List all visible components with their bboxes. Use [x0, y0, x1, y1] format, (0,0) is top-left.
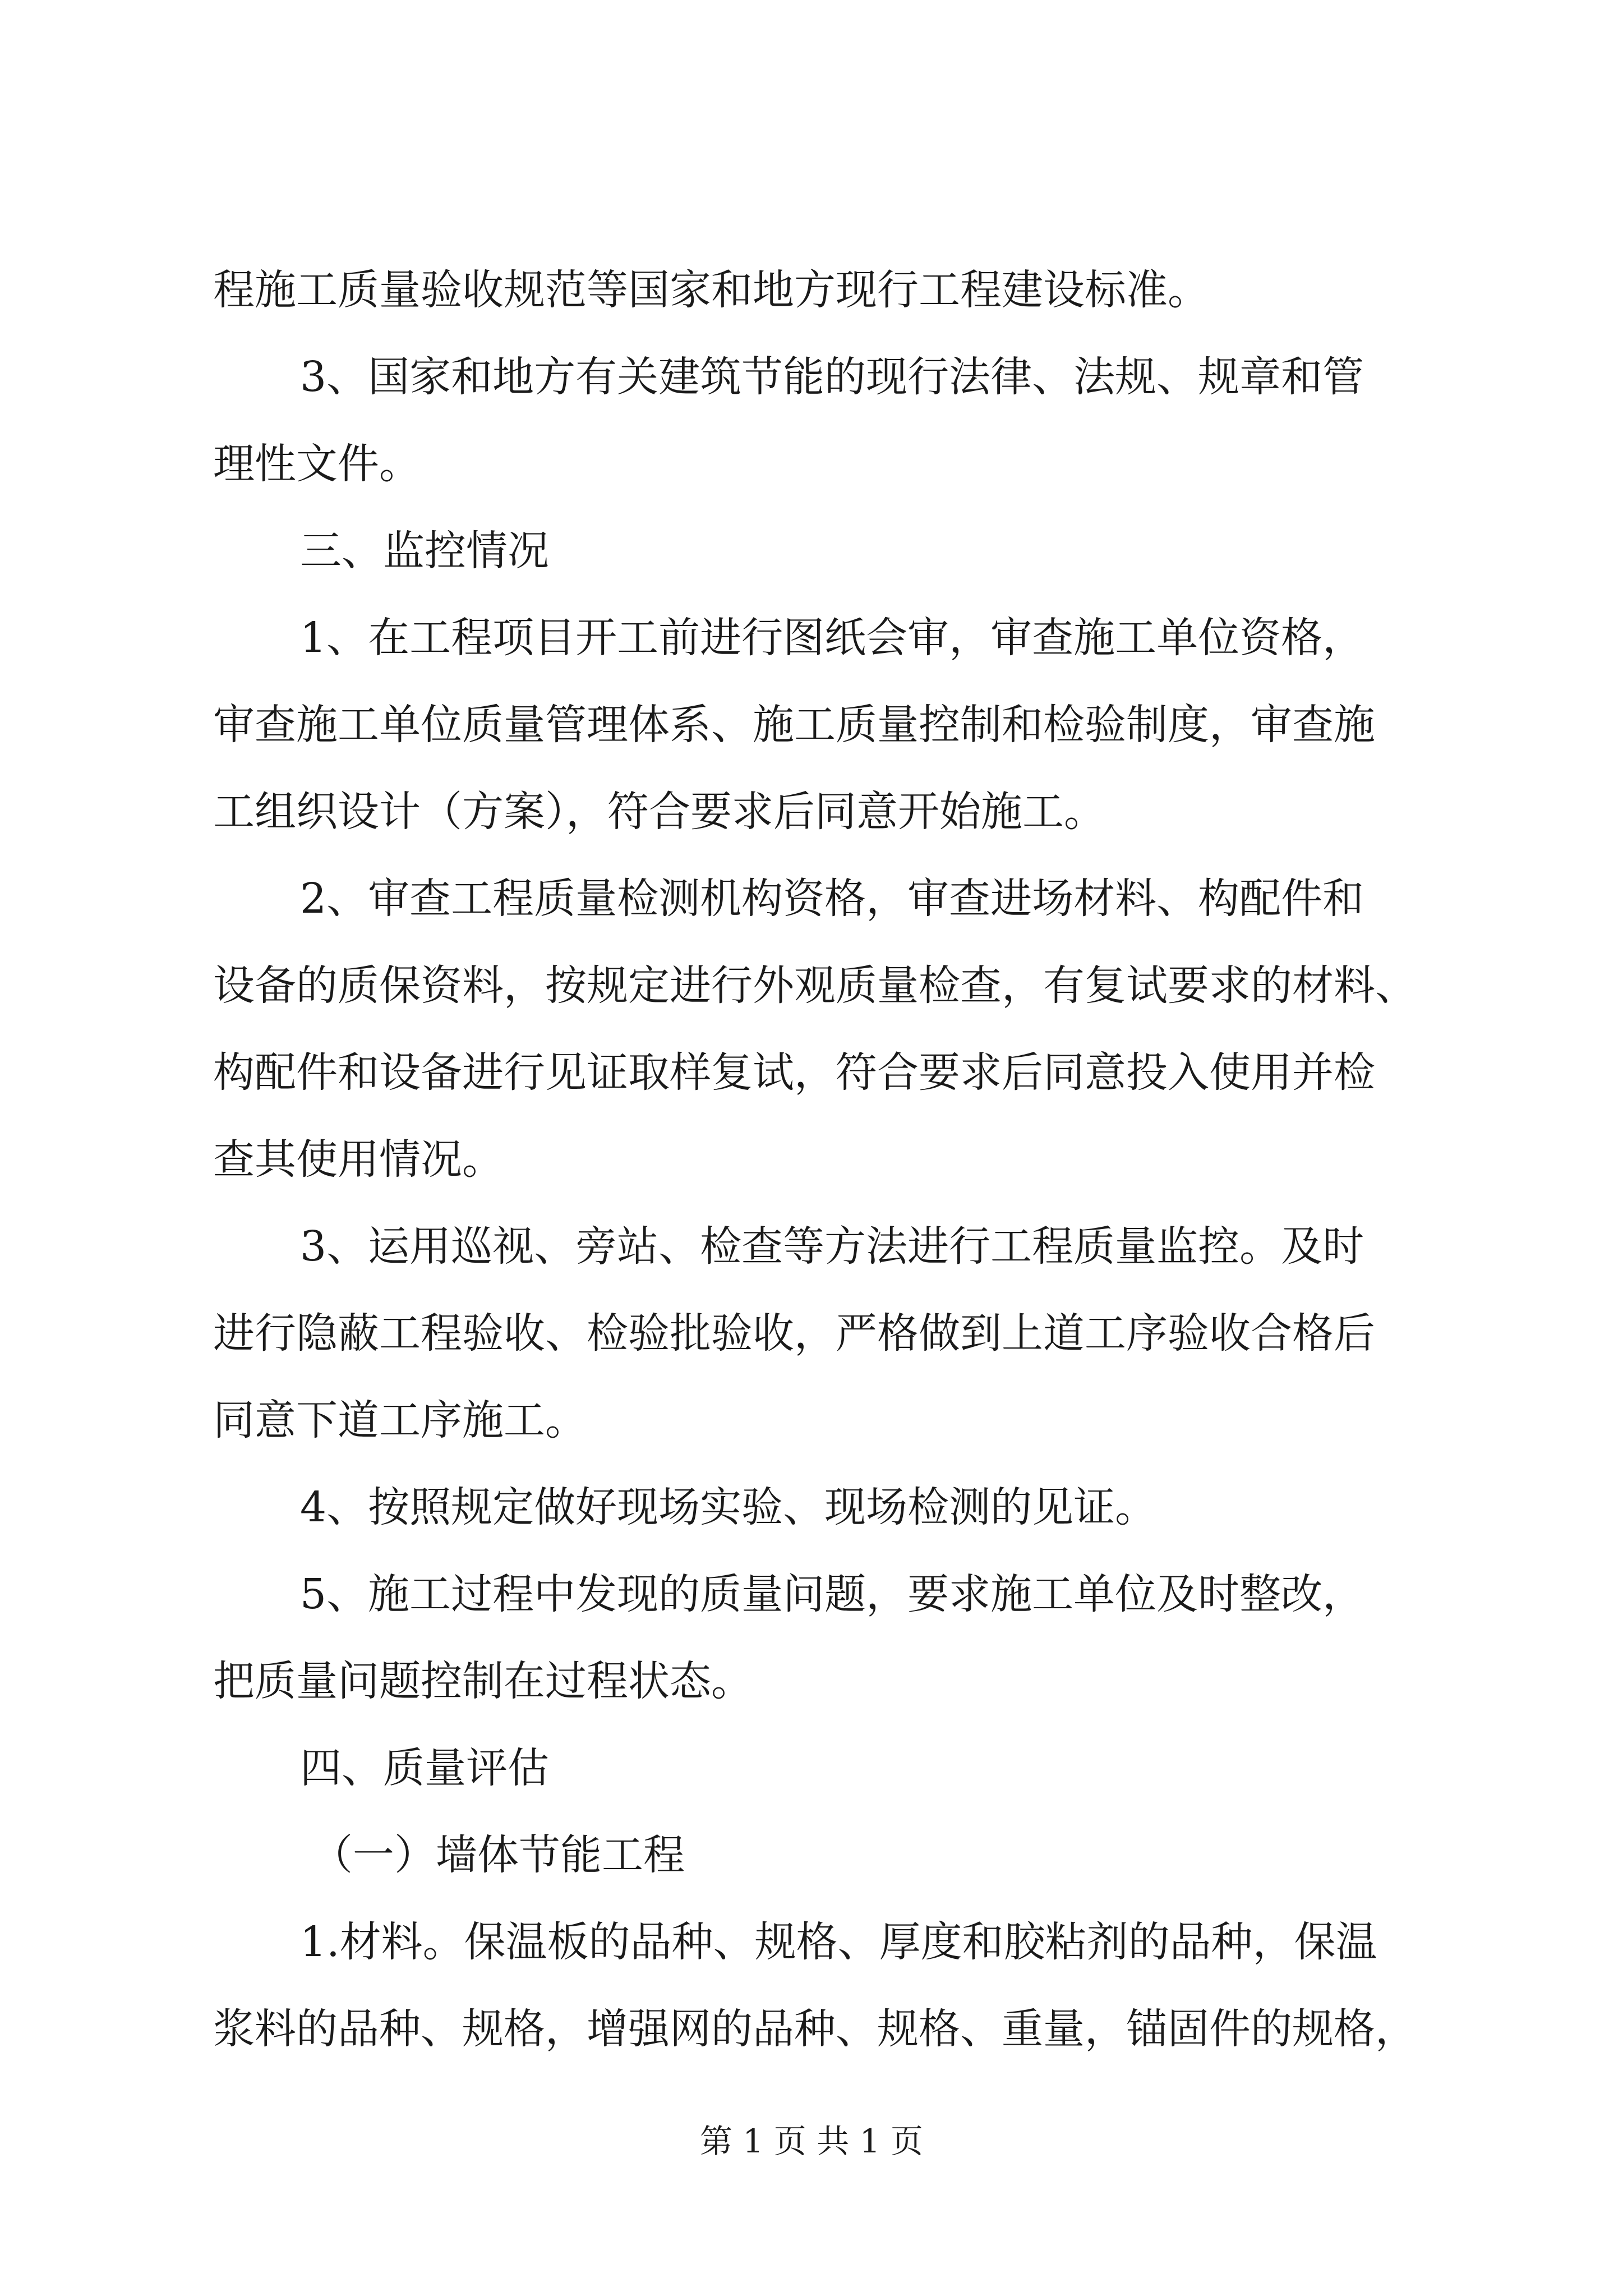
page-footer: 第 1 页 共 1 页: [700, 2122, 923, 2160]
text-line: 4、按照规定做好现场实验、现场检测的见证。: [300, 1483, 1157, 1531]
text-line: 浆料的品种、规格，增强网的品种、规格、重量，锚固件的规格，: [213, 2005, 1417, 2053]
text-line: 程施工质量验收规范等国家和地方现行工程建设标准。: [213, 266, 1209, 314]
text-line: 构配件和设备进行见证取样复试，符合要求后同意投入使用并检: [213, 1048, 1375, 1097]
text-line: 设备的质保资料，按规定进行外观质量检查，有复试要求的材料、: [213, 961, 1417, 1010]
text-line: 查其使用情况。: [213, 1135, 504, 1184]
text-line: 进行隐蔽工程验收、检验批验收，严格做到上道工序验收合格后: [213, 1309, 1375, 1358]
text-line: 把质量问题控制在过程状态。: [213, 1657, 753, 1705]
text-line: 理性文件。: [213, 440, 421, 488]
text-line: 工组织设计（方案），符合要求后同意开始施工。: [213, 788, 1105, 836]
text-line: 3、国家和地方有关建筑节能的现行法律、法规、规章和管: [300, 353, 1364, 401]
text-line: 3、运用巡视、旁站、检查等方法进行工程质量监控。及时: [300, 1222, 1364, 1271]
text-line: 1.材料。保温板的品种、规格、厚度和胶粘剂的品种，保温: [300, 1918, 1377, 1966]
text-line: 1、在工程项目开工前进行图纸会审，审查施工单位资格，: [300, 614, 1364, 662]
section-heading: 三、监控情况: [300, 527, 549, 575]
section-heading: 四、质量评估: [300, 1744, 549, 1792]
text-line: 同意下道工序施工。: [213, 1396, 587, 1444]
subsection-heading: （一）墙体节能工程: [311, 1831, 685, 1879]
text-line: 2、审查工程质量检测机构资格，审查进场材料、构配件和: [300, 875, 1364, 923]
text-line: 5、施工过程中发现的质量问题，要求施工单位及时整改，: [300, 1570, 1364, 1618]
text-line: 审查施工单位质量管理体系、施工质量控制和检验制度，审查施: [213, 701, 1375, 749]
